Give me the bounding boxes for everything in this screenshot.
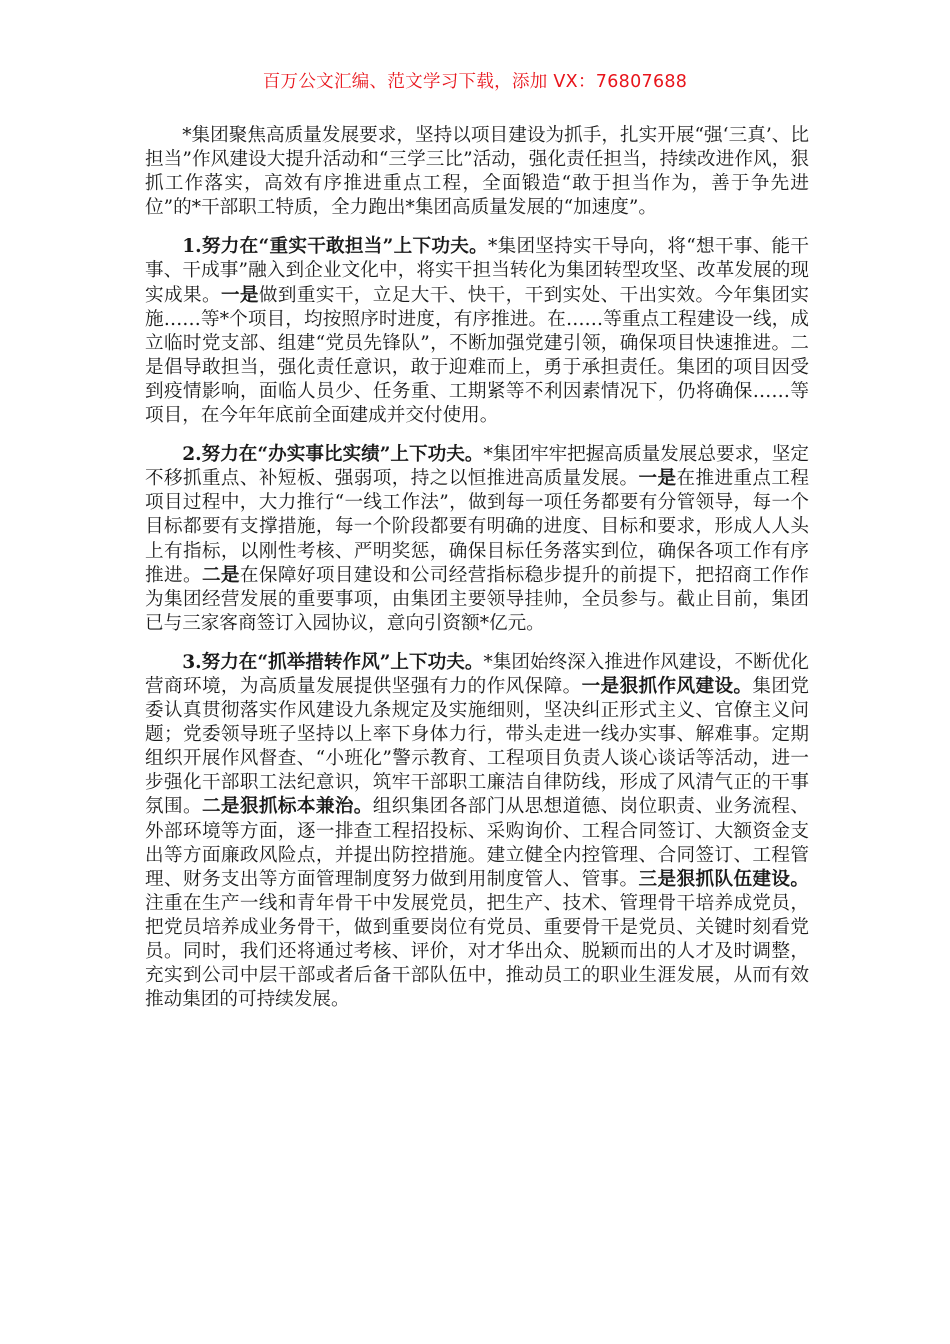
section-3-paragraph [145,651,809,1012]
intro-paragraph [145,124,809,220]
section-2-marker-1: 一是 [638,468,677,490]
section-3-text-b: 集团党委认真贯彻落实作风建设九条规定及实施细则，坚决纠正形式主义、官僚主义问题；党委领导班子坚持以上率下身体力行，带头走进一线办实事、解难事。定期组织开展作风督查、“小班化”警示教育、工程项目负责人谈心谈话等活动，进一步强化干部职工法纪意识，筑牢干部职工廉洁自律防线，形成了风清气正的干事氛围。 [145,675,809,818]
section-3-marker-1: 一是狠抓作风建设。 [581,675,753,697]
section-2-text-b: 在推进重点工程项目过程中，大力推行“一线工作法”，做到每一项任务都要有分管领导，每一个目标都要有支撑措施，每一个阶段都要有明确的进度、目标和要求，形成人人头上有指标，以刚性考核、严明奖惩，确保目标任务落实到位，确保各项工作有序推进。 [145,468,809,586]
section-1-text-a: *集团坚持实干导向，将“想干事、能干事、干成事”融入到企业文化中，将实干担当转化为集团转型攻坚、改革发展的现实成果。 [145,236,809,306]
header-banner: 百万公文汇编、范文学习下载，添加 VX：76807688 [262,72,688,92]
intro-text: *集团聚焦高质量发展要求，坚持以项目建设为抓手，扎实开展“强‘三真’、比担当”作风建设大提升活动和“三学三比”活动，强化责任担当，持续改进作风，狠抓工作落实，高效有序推进重点工程，全面锻造“敢于担当作为，善于争先进位”的*干部职工特质，全力跑出*集团高质量发展的“加速度”。 [145,125,809,219]
section-1-heading: 1.努力在“重实干敢担当”上下功夫。 [182,236,488,258]
section-1-paragraph [145,235,809,428]
section-1-marker-1: 一是 [220,284,259,306]
section-2-paragraph [145,443,809,636]
section-3-heading: 3.努力在“抓举措转作风”上下功夫。 [182,651,484,673]
section-3-marker-2: 二是狠抓标本兼治。 [201,796,373,818]
section-3-text-d: 注重在生产一线和青年骨干中发展党员，把生产、技术、管理骨干培养成党员，把党员培养成业务骨干，做到重要岗位有党员、重要骨干是党员、关键时刻看党员。同时，我们还将通过考核、评价，对才华出众、脱颖而出的人才及时调整，充实到公司中层干部或者后备干部队伍中，推动员工的职业生涯发展，从而有效推动集团的可持续发展。 [145,892,809,1011]
section-2-text-c: 在保障好项目建设和公司经营指标稳步提升的前提下，把招商工作作为集团经营发展的重要事项，由集团主要领导挂帅，全员参与。截止目前，集团已与三家客商签订入园协议，意向引资额*亿元。 [145,564,809,634]
section-1-text-b: 做到重实干，立足大干、快干，干到实处、干出实效。今年集团实施……等*个项目，均按照序时进度，有序推进。在……等重点工程建设一线，成立临时党支部、组建“党员先锋队”，不断加强党建引领，确保项目快速推进。二是倡导敢担当，强化责任意识，敢于迎难而上，勇于承担责任。集团的项目因受到疫情影响，面临人员少、任务重、工期紧等不利因素情况下，仍将确保……等项目，在今年年底前全面建成并交付使用。 [145,284,809,427]
document-body [145,124,809,1027]
section-3-marker-3: 三是狠抓队伍建设。 [638,868,809,890]
section-2-marker-2: 二是 [201,564,240,586]
section-3-text-a: *集团始终深入推进作风建设，不断优化营商环境，为高质量发展提供坚强有力的作风保障。 [145,651,809,697]
section-2-text-a: *集团牢牢把握高质量发展总要求，坚定不移抓重点、补短板、强弱项，持之以恒推进高质量发展。 [145,444,809,490]
section-3-text-c: 组织集团各部门从思想道德、岗位职责、业务流程、外部环境等方面，逐一排查工程招投标、采购询价、工程合同签订、大额资金支出等方面廉政风险点，并提出防控措施。建立健全内控管理、合同签订、工程管理、财务支出等方面管理制度努力做到用制度管人、管事。 [145,796,809,890]
section-2-heading: 2.努力在“办实事比实绩”上下功夫。 [182,444,484,466]
